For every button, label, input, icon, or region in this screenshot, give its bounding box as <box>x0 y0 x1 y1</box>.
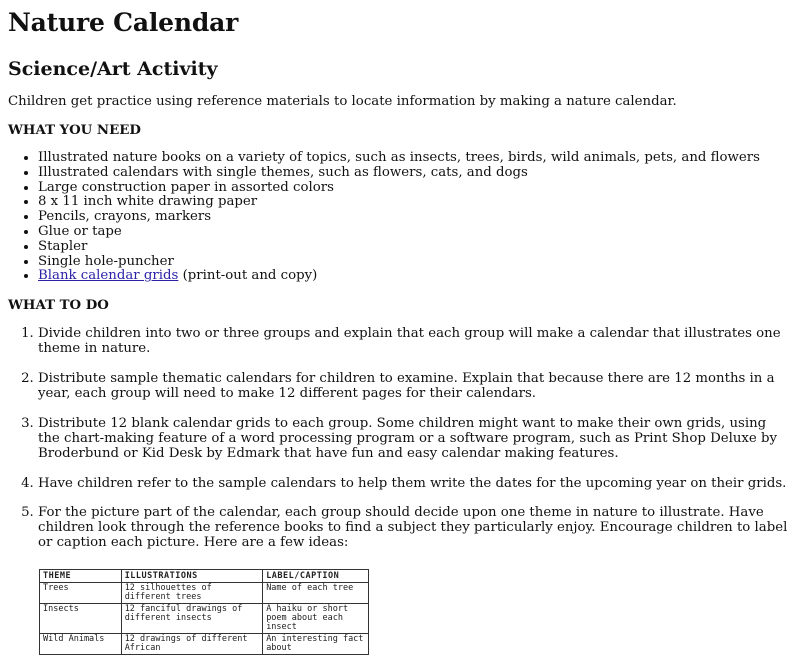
list-item: • Large construction paper in assorted colors <box>38 181 792 196</box>
list-item-calendar-grids <box>38 269 792 284</box>
table-row <box>40 604 369 634</box>
blank-calendar-grids-link[interactable]: Blank calendar grids <box>38 268 179 284</box>
materials-list <box>8 151 792 284</box>
page-title: Nature Calendar <box>8 8 239 37</box>
what-you-need-heading: WHAT YOU NEED <box>8 123 141 138</box>
column-header-label-caption: LABEL/CAPTION <box>263 570 369 583</box>
table-cell: 12 fanciful drawings of different insects <box>121 604 263 634</box>
step-item: 4. Have children refer to the sample calendars to help them write the dates for the upcoming year on their grids. <box>38 477 792 492</box>
steps-list <box>8 327 792 551</box>
table-header-row <box>40 570 369 583</box>
intro-paragraph: Children get practice using reference materials to locate information by making a nature calendar. <box>8 94 677 109</box>
link-suffix: (print-out and copy) <box>178 268 318 284</box>
list-item: • Glue or tape <box>38 225 792 240</box>
table-cell: Insects <box>40 604 122 634</box>
table-cell: Trees <box>40 583 122 604</box>
table-row <box>40 583 369 604</box>
list-item: • Illustrated calendars with single themes, such as flowers, cats, and dogs <box>38 166 792 181</box>
list-item: • Single hole-puncher <box>38 255 792 270</box>
list-item: • Pencils, crayons, markers <box>38 210 792 225</box>
table-cell: An interesting fact about <box>263 634 369 655</box>
step-item: 1. Divide children into two or three groups and explain that each group will make a calendar that illustrates one theme in nature. <box>38 327 792 357</box>
what-to-do-heading: WHAT TO DO <box>8 298 109 314</box>
step-item: 5. For the picture part of the calendar, each group should decide upon one theme in nature to illustrate. Have children look through the reference books to find a subject they particularly enjoy. Encourage children to label or caption each picture. Here are a few ideas: <box>38 506 792 551</box>
column-header-theme: THEME <box>40 570 122 583</box>
list-item: • 8 x 11 inch white drawing paper <box>38 195 792 210</box>
list-item: • Illustrated nature books on a variety of topics, such as insects, trees, birds, wild animals, pets, and flowers <box>38 151 792 166</box>
step-item: 2. Distribute sample thematic calendars for children to examine. Explain that because there are 12 months in a year, each group will need to make 12 different pages for their calendars. <box>38 372 792 402</box>
column-header-illustrations: ILLUSTRATIONS <box>121 570 263 583</box>
table-cell: 12 silhouettes of different trees <box>121 583 263 604</box>
page-subtitle: Science/Art Activity <box>8 58 218 80</box>
table-cell: Name of each tree <box>263 583 369 604</box>
table-row <box>40 634 369 655</box>
table-cell: Wild Animals <box>40 634 122 655</box>
list-item: • Stapler <box>38 240 792 255</box>
table-cell: 12 drawings of different African <box>121 634 263 655</box>
ideas-table <box>39 569 369 655</box>
step-item: 3. Distribute 12 blank calendar grids to each group. Some children might want to make their own grids, using the chart-making feature of a word processing program or a software program, such as Print Shop Deluxe by Broderbund or Kid Desk by Edmark that have fun and easy calendar making features. <box>38 417 792 462</box>
table-cell: A haiku or short poem about each insect <box>263 604 369 634</box>
